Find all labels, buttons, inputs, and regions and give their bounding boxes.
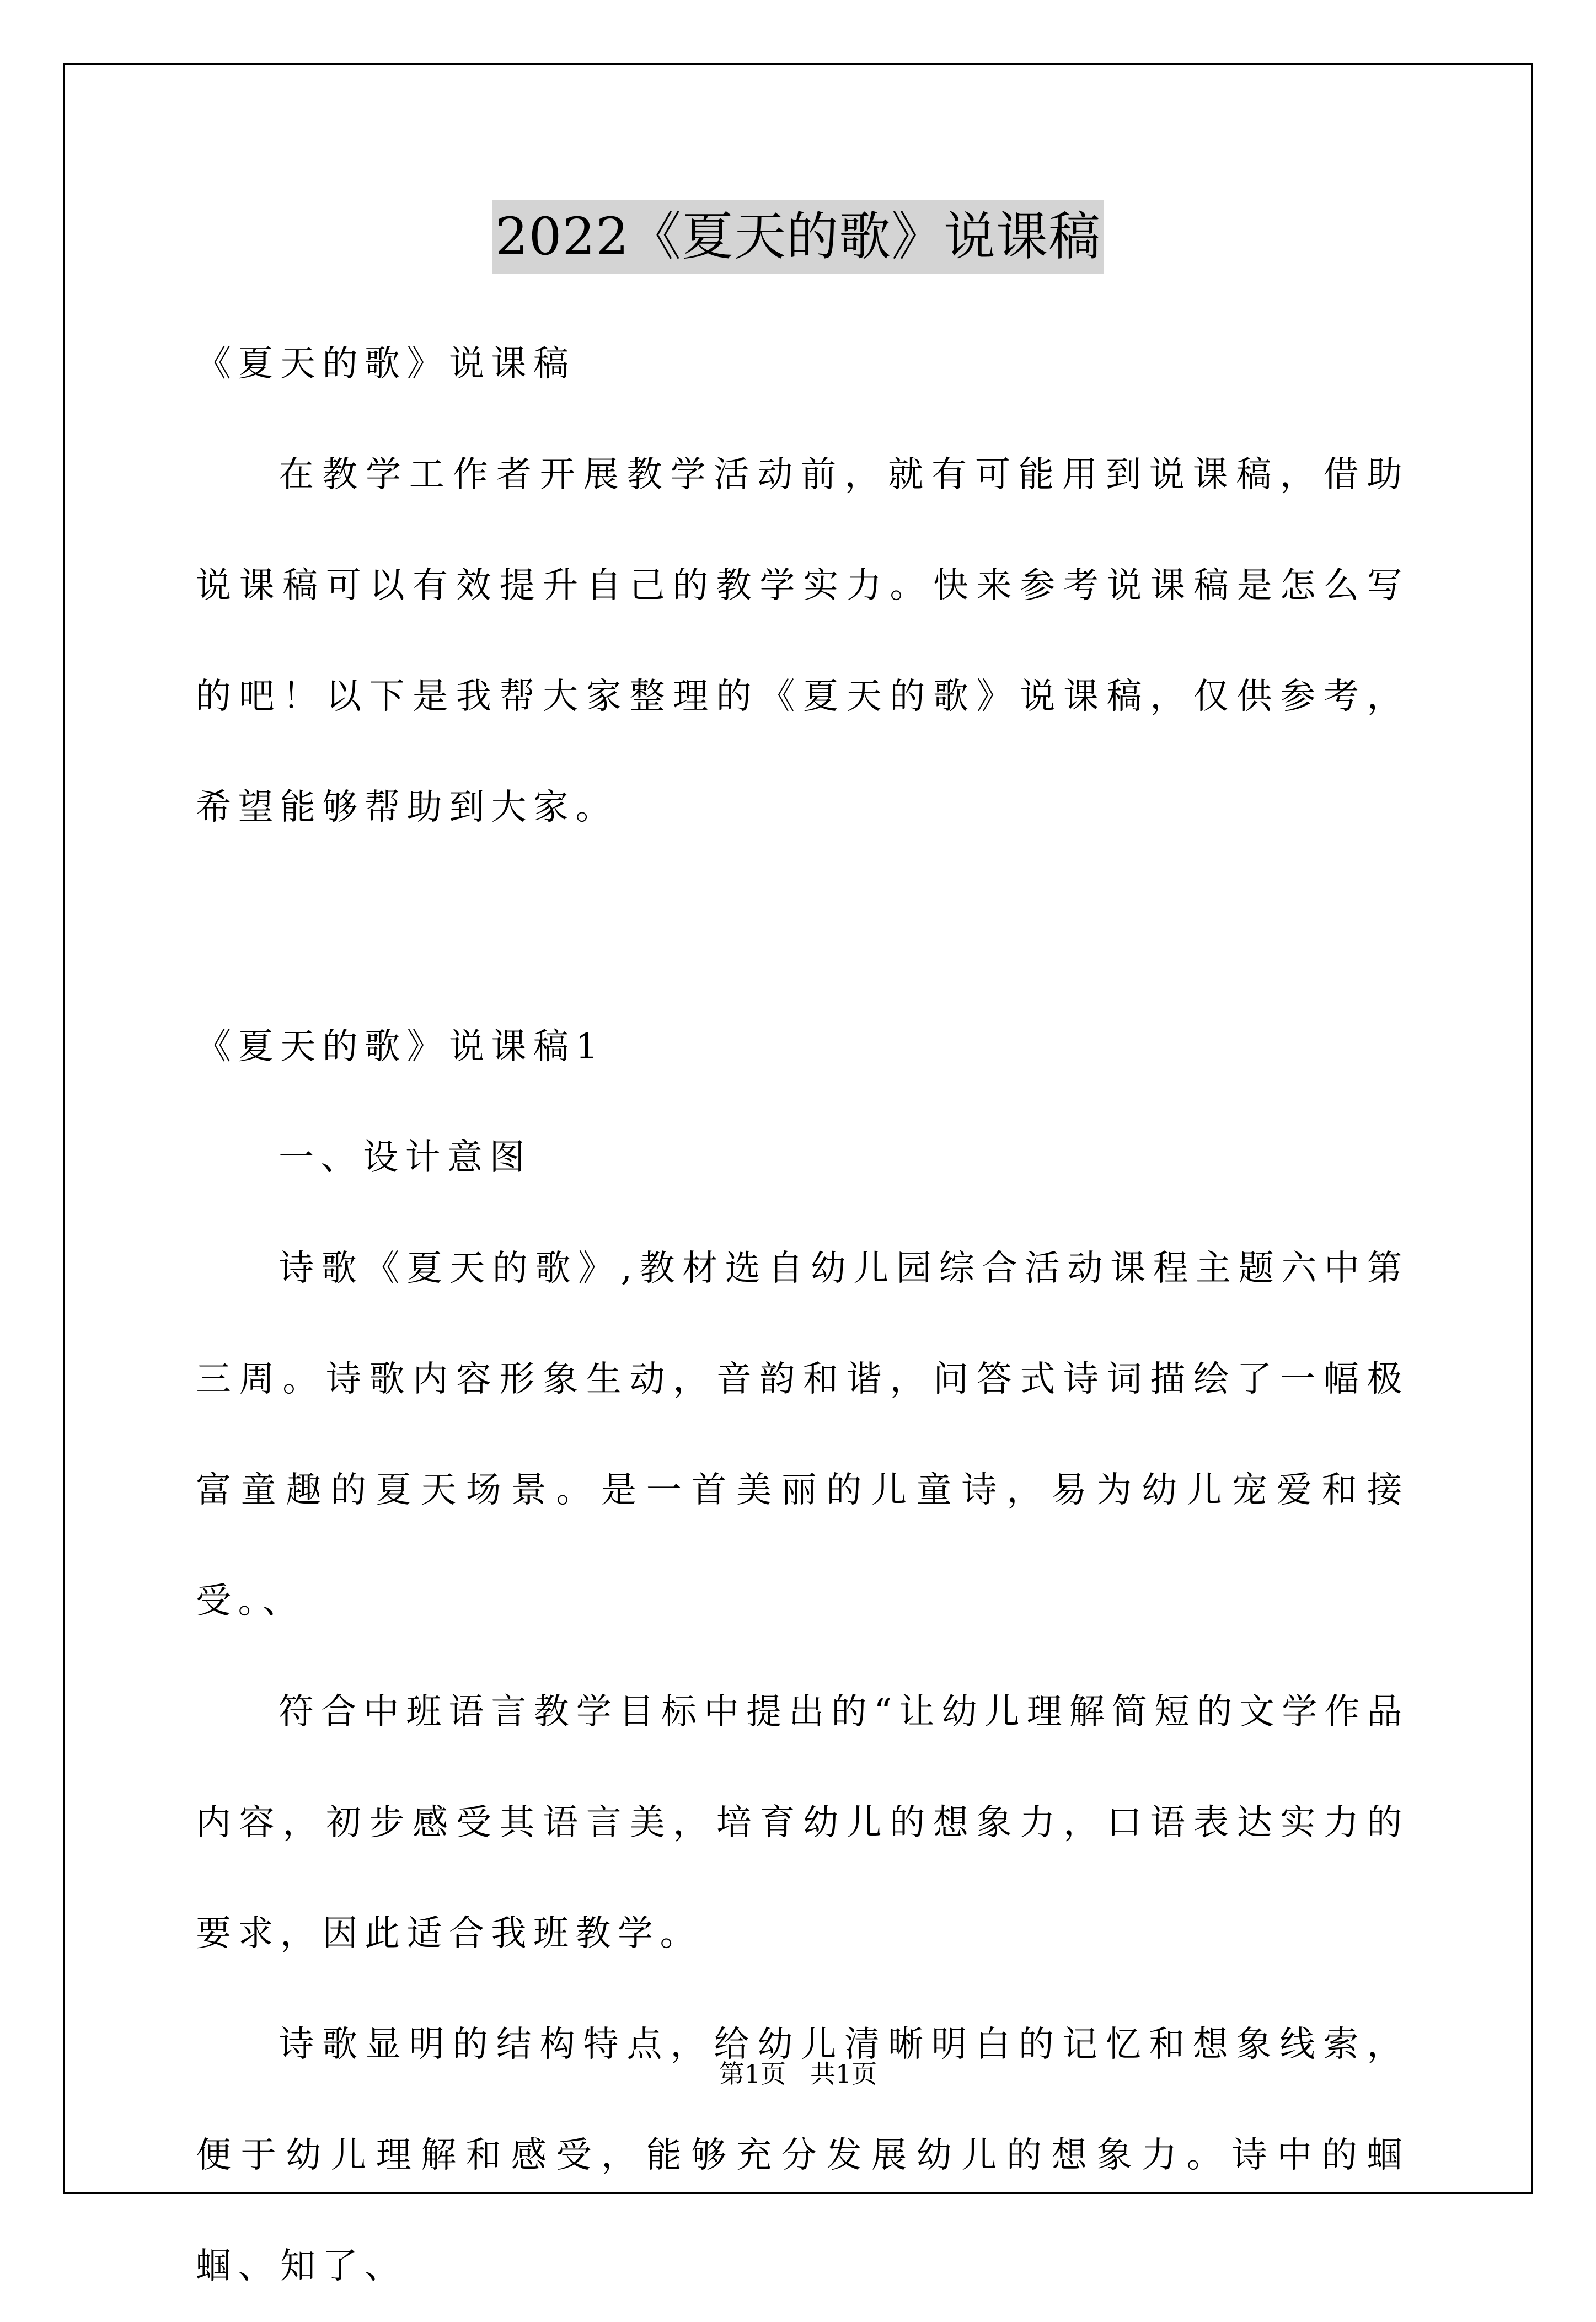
document-body — [196, 309, 1409, 2322]
body-paragraph: 符合中班语言教学目标中提出的“让幼儿理解简短的文学作品内容，初步感受其语言美，培育幼儿的想象力，口语表达实力的要求，因此适合我班教学。 — [196, 1692, 1409, 1954]
blank-line — [196, 872, 1409, 983]
document-title: 2022《夏天的歌》说课稿 — [492, 200, 1104, 274]
page-footer — [0, 2057, 1596, 2090]
title-container — [0, 200, 1596, 274]
body-paragraph: 《夏天的歌》说课稿1 — [196, 1026, 605, 1067]
body-paragraph: 一、设计意图 — [279, 1137, 532, 1178]
body-paragraph: 诗歌《夏天的歌》,教材选自幼儿园综合活动课程主题六中第三周。诗歌内容形象生动，音韵和谐，问答式诗词描绘了一幅极富童趣的夏天场景。是一首美丽的儿童诗，易为幼儿宠爱和接受。、 — [196, 1248, 1409, 1622]
page-count: 共1页 — [810, 2059, 877, 2089]
page-number: 第1页 — [719, 2059, 786, 2089]
body-paragraph: 诗歌显明的结构特点，给幼儿清晰明白的记忆和想象线索，便于幼儿理解和感受，能够充分发展幼儿的想象力。诗中的蝈蝈、知了、 — [196, 2024, 1409, 2287]
subtitle: 《夏天的歌》说课稿 — [196, 344, 576, 384]
body-paragraph: 在教学工作者开展教学活动前，就有可能用到说课稿，借助说课稿可以有效提升自己的教学实力。快来参考说课稿是怎么写的吧！以下是我帮大家整理的《夏天的歌》说课稿，仅供参考，希望能够帮助到大家。 — [196, 454, 1409, 828]
